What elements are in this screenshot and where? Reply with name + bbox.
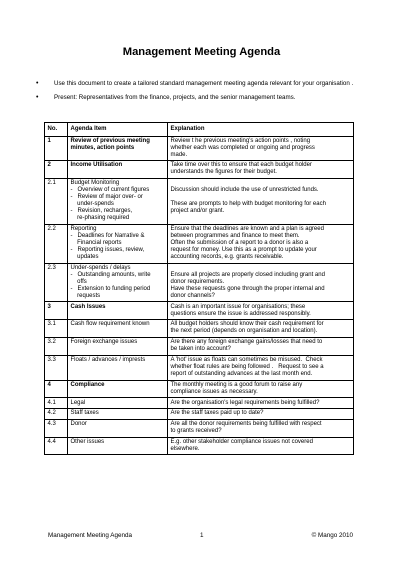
explanation-line: Are all the donor requirements being fulfilled with respect xyxy=(170,421,322,428)
explanation-cell xyxy=(168,320,354,338)
explanation-line: A 'hot' issue as floats can sometimes be misused. Check xyxy=(170,356,323,363)
explanation-line: Ensure that the deadlines are known and a plan is agreed xyxy=(170,226,324,233)
bullet-item xyxy=(36,94,356,103)
agenda-item-line: Reporting xyxy=(70,226,97,233)
explanation-line: between programmes and finance to meet them. xyxy=(170,233,300,240)
explanation-cell xyxy=(168,161,354,179)
explanation-line: questions ensure the issue is addressed responsibly. xyxy=(170,310,311,317)
explanation-line: project and/or grant. xyxy=(170,208,225,215)
agenda-item-cell xyxy=(68,161,168,179)
explanation-line: The monthly meeting is a good forum to raise any xyxy=(170,381,303,388)
explanation-cell xyxy=(168,337,354,355)
explanation-line: Have these requests gone through the proper internal and xyxy=(170,285,325,292)
agenda-item-line: Cash flow requirement known xyxy=(70,321,150,328)
row-number: 4.2 xyxy=(45,409,68,420)
agenda-item-line: - Reporting issues, review, xyxy=(70,247,145,254)
explanation-line: Are the organisation's legal requirements being fulfilled? xyxy=(170,399,320,406)
agenda-item-line: updates xyxy=(70,254,99,261)
agenda-item-line: Under-spends / delays xyxy=(70,264,131,271)
row-number: 3.2 xyxy=(45,337,68,355)
explanation-line: whether float rules are being followed . Request to see a xyxy=(170,363,324,370)
table-row xyxy=(45,398,354,409)
agenda-item-cell xyxy=(68,263,168,302)
row-number: 2.3 xyxy=(45,263,68,302)
table-header-row xyxy=(45,123,354,137)
row-number: 2 xyxy=(45,161,68,179)
agenda-item-line: - Extension to funding period xyxy=(70,285,151,292)
explanation-line: donor requirements. xyxy=(170,278,225,285)
explanation-line: Review t he previous meeting's action points , noting xyxy=(170,137,311,144)
explanation-line: All budget holders should know their cash requirement for xyxy=(170,321,324,328)
explanation-line xyxy=(171,194,351,201)
agenda-item-line: Legal xyxy=(70,399,86,406)
row-number: 3 xyxy=(45,302,68,320)
explanation-line: to grants received? xyxy=(170,428,222,435)
bullet-icon: • xyxy=(36,94,39,102)
explanation-cell xyxy=(168,355,354,380)
explanation-line: the next period (depends on organisation and location). xyxy=(170,328,318,335)
page-footer xyxy=(48,532,353,539)
explanation-line: Discussion should include the use of unrestricted funds. xyxy=(170,187,319,194)
explanation-line: compliance issues as necessary. xyxy=(170,388,258,395)
agenda-item-cell xyxy=(68,355,168,380)
explanation-line: made. xyxy=(170,151,188,158)
footer-copyright: © Mango 2010 xyxy=(311,532,353,539)
agenda-item-line: Staff taxes xyxy=(70,410,99,417)
explanation-line: Are there any foreign exchange gains/losses that need to xyxy=(170,339,323,346)
agenda-item-line: - Overview of current figures xyxy=(70,187,150,194)
agenda-item-line: Income Utilisation xyxy=(70,162,123,169)
table-row xyxy=(45,409,354,420)
footer-title: Management Meeting Agenda xyxy=(48,532,133,539)
table-row xyxy=(45,337,354,355)
explanation-cell xyxy=(168,263,354,302)
agenda-item-line: - Review of major over- or xyxy=(70,194,143,201)
explanation-line: report of outstanding advances at the last month end. xyxy=(170,370,313,377)
table-row xyxy=(45,355,354,380)
agenda-item-line: under-spends xyxy=(70,201,114,208)
explanation-cell xyxy=(168,419,354,437)
row-number: 2.1 xyxy=(45,179,68,225)
row-number: 2.2 xyxy=(45,224,68,263)
agenda-item-cell xyxy=(68,398,168,409)
explanation-line: Cash is an important issue for organisations; these xyxy=(170,303,306,310)
header-no: No. xyxy=(45,123,68,137)
agenda-item-line: offs xyxy=(70,278,87,285)
explanation-line: donor channels? xyxy=(170,292,215,299)
explanation-cell xyxy=(168,437,354,455)
explanation-cell xyxy=(168,302,354,320)
table-row xyxy=(45,419,354,437)
explanation-cell xyxy=(168,224,354,263)
explanation-cell xyxy=(168,380,354,398)
agenda-table-body xyxy=(45,136,354,455)
row-number: 4.3 xyxy=(45,419,68,437)
agenda-item-cell xyxy=(68,337,168,355)
agenda-item-line: Compliance xyxy=(70,381,105,388)
row-number: 4 xyxy=(45,380,68,398)
agenda-item-line: Foreign exchange issues xyxy=(70,339,138,346)
header-agenda-item: Agenda Item xyxy=(68,123,168,137)
explanation-line: elsewhere. xyxy=(170,445,200,452)
table-row xyxy=(45,224,354,263)
agenda-item-line: requests xyxy=(70,292,101,299)
spacer xyxy=(171,180,351,187)
agenda-item-line: re-phasing required xyxy=(70,215,130,222)
agenda-item-cell xyxy=(68,179,168,225)
agenda-item-cell xyxy=(68,320,168,338)
table-row xyxy=(45,179,354,225)
row-number: 4.1 xyxy=(45,398,68,409)
agenda-item-line: - Revision, recharges, xyxy=(70,208,133,215)
table-row xyxy=(45,380,354,398)
explanation-line: be taken into account? xyxy=(170,346,231,353)
agenda-item-cell xyxy=(68,409,168,420)
intro-bullets xyxy=(36,80,356,108)
agenda-item-cell xyxy=(68,302,168,320)
document-title: Management Meeting Agenda xyxy=(122,46,281,58)
explanation-cell xyxy=(168,409,354,420)
explanation-cell xyxy=(168,398,354,409)
explanation-line: request for money. Use this as a prompt to update your xyxy=(170,247,317,254)
row-number: 3.3 xyxy=(45,355,68,380)
agenda-item-line: Donor xyxy=(70,421,87,428)
explanation-line: E.g. other stakeholder compliance issues not covered xyxy=(170,438,313,445)
row-number: 4.4 xyxy=(45,437,68,455)
agenda-item-line: - Deadlines for Narrative & xyxy=(70,233,145,240)
agenda-item-cell xyxy=(68,380,168,398)
table-row xyxy=(45,136,354,161)
agenda-table xyxy=(44,122,354,455)
agenda-item-line: minutes, action points xyxy=(70,144,135,151)
explanation-line: Take time over this to ensure that each budget holder xyxy=(170,162,312,169)
explanation-line: accounting records, e.g. grants receivable. xyxy=(170,254,284,261)
bullet-text: Use this document to create a tailored standard management meeting agenda relevant for your organisation . xyxy=(54,80,354,87)
row-number: 3.1 xyxy=(45,320,68,338)
agenda-item-line: Cash Issues xyxy=(70,303,106,310)
agenda-item-line: Floats / advances / imprests xyxy=(70,356,146,363)
agenda-item-line: Budget Monitoring xyxy=(70,180,120,187)
footer-page-number: 1 xyxy=(200,532,204,539)
explanation-line: These are prompts to help with budget monitoring for each xyxy=(170,201,326,208)
explanation-line: Ensure all projects are properly closed including grant and xyxy=(170,271,325,278)
bullet-text: Present: Representatives from the finance, projects, and the senior management teams. xyxy=(54,94,296,102)
agenda-item-cell xyxy=(68,136,168,161)
row-number: 1 xyxy=(45,136,68,161)
agenda-item-line: Other issues xyxy=(70,438,105,445)
agenda-item-cell xyxy=(68,419,168,437)
bullet-item xyxy=(36,80,356,89)
agenda-item-cell xyxy=(68,437,168,455)
header-explanation: Explanation xyxy=(168,123,354,137)
table-row xyxy=(45,263,354,302)
table-row xyxy=(45,161,354,179)
table-row xyxy=(45,302,354,320)
spacer xyxy=(171,265,351,272)
explanation-line: understands the figures for their budget. xyxy=(170,169,277,176)
agenda-item-cell xyxy=(68,224,168,263)
agenda-item-line: Review of previous meeting xyxy=(70,137,150,144)
table-row xyxy=(45,437,354,455)
explanation-line: Often the submission of a report to a donor is also a xyxy=(170,240,309,247)
bullet-icon: • xyxy=(36,80,39,87)
explanation-cell xyxy=(168,136,354,161)
table-row xyxy=(45,320,354,338)
explanation-line: Are the staff taxes paid up to date? xyxy=(170,410,264,417)
agenda-item-line: - Outstanding amounts, write xyxy=(70,271,151,278)
explanation-line: whether each was completed or ongoing and progress xyxy=(170,144,315,151)
explanation-cell xyxy=(168,179,354,225)
agenda-item-line: Financial reports xyxy=(70,240,122,247)
